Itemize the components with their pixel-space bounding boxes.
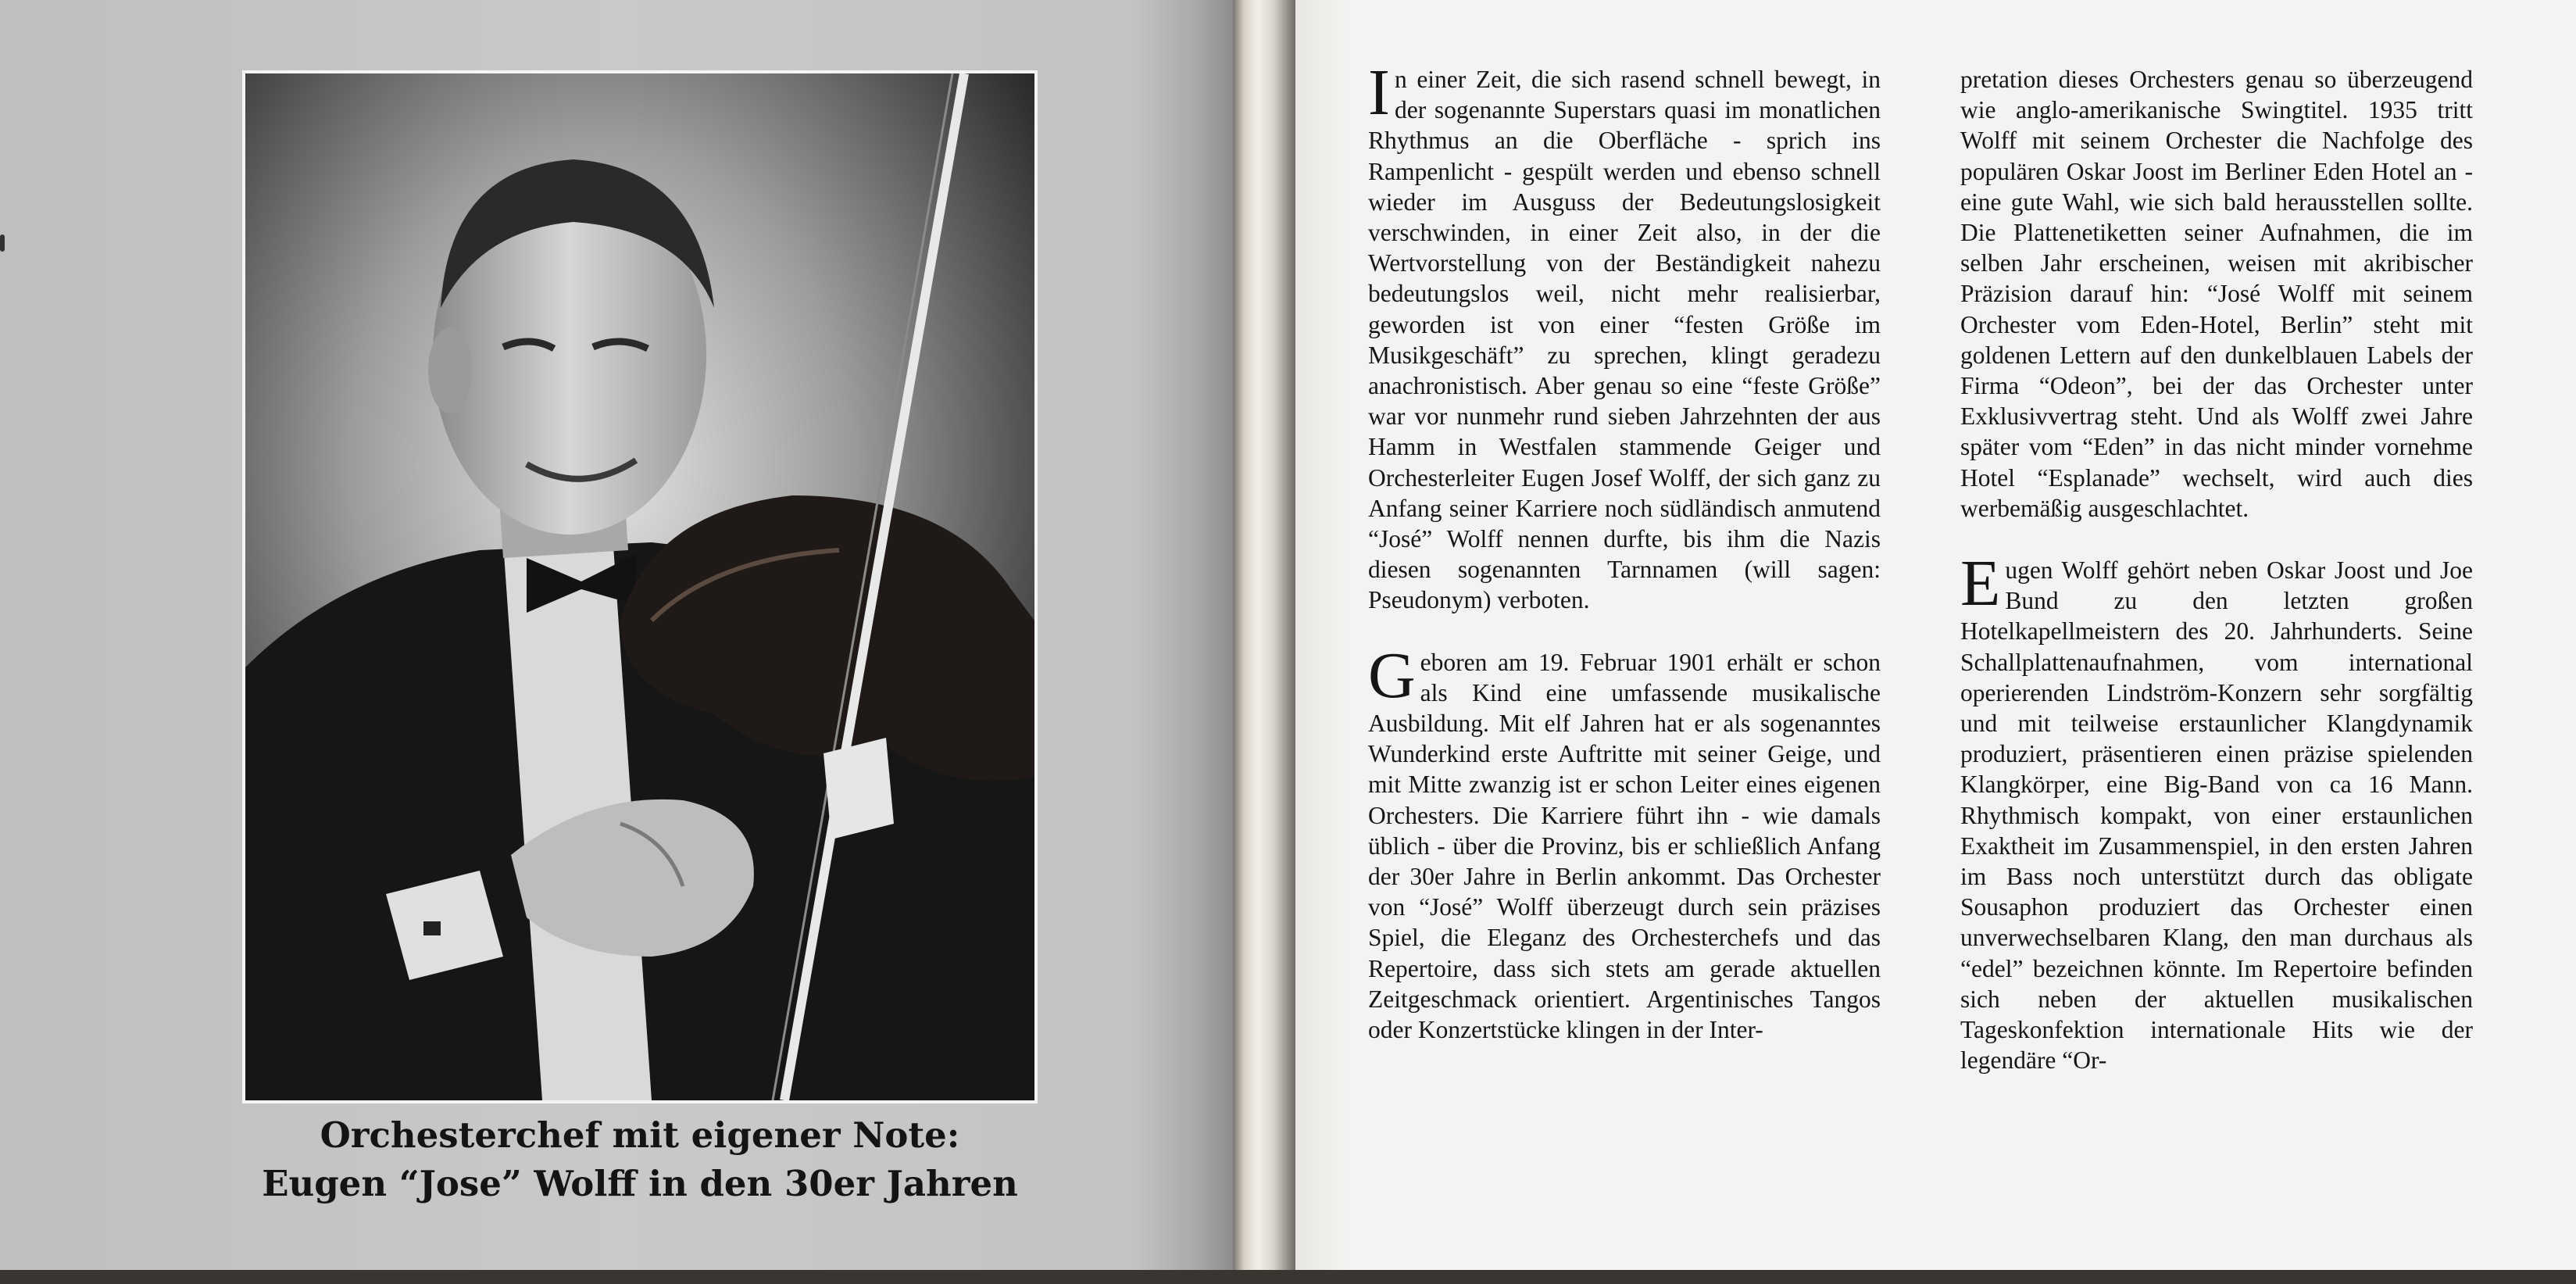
book-spine: [1233, 0, 1295, 1270]
drop-cap: I: [1368, 56, 1390, 129]
paragraph: [1960, 547, 2473, 1075]
caption-line-1: Orchesterchef mit eigener Note:: [320, 1114, 960, 1156]
paragraph-text: eboren am 19. Februar 1901 erhält er schon als Kind eine umfassende musikalische Ausbildung. Mit elf Jahren hat er als sogenanntes Wunderkind erste Auftritte mit seiner Geige, und mit Mitte zwanzig ist er schon Leiter eines eigenen Orchesters. Die Karriere führt ihn - wie damals üblich - über die Provinz, bis er schließlich Anfang der 30er Jahre in Berlin ankommt. Das Orchester von “José” Wolff überzeugt durch sein präzises Spiel, die Eleganz des Orchesterchefs und das Repertoire, dass sich stets am gerade aktuellen Zeitgeschmack orientiert. Argentinisches Tangos oder Konzertstücke klingen in der Inter-: [1368, 648, 1881, 1044]
text-column-1: [1368, 56, 1881, 1045]
portrait-illustration: [245, 73, 1034, 1100]
text-column-2: [1960, 64, 2473, 1076]
page-edge-mark: [0, 234, 5, 252]
paragraph-text: pretation dieses Orchesters genau so überzeugend wie anglo-amerikanische Swingtitel. 1935 tritt Wolff mit seinem Orchester die Nachfolge des populären Oskar Joost im Berliner Eden Hotel an - eine gute Wahl, wie sich bald herausstellen sollte. Die Plattenetiketten seiner Aufnahmen, die im selben Jahr erscheinen, weisen mit akribischer Präzision darauf hin: “José Wolff mit seinem Orchester vom Eden-Hotel, Berlin” steht mit goldenen Lettern auf den dunkelblauen Labels der Firma “Odeon”, bei der das Orchester unter Exklusivvertrag steht. Und als Wolff zwei Jahre später vom “Eden” in das nicht minder vornehme Hotel “Esplanade” wechselt, wird auch dies werbemäßig ausgeschlachtet.: [1960, 66, 2473, 522]
paragraph-text: ugen Wolff gehört neben Oskar Joost und Joe Bund zu den letzten großen Hotelkapellmeistern des 20. Jahrhunderts. Seine Schallplattenaufnahmen, vom international operierenden Lindström-Konzern sehr sorgfältig und mit teilweise erstaunlicher Klangdynamik produziert, präsentieren einen präzise spielenden Klangkörper, eine Big-Band von ca 16 Mann. Rhythmisch kompakt, von einer erstaunlichen Exaktheit im Zusammenspiel, in den ersten Jahren im Bass noch unterstützt durch das obligate Sousaphon produziert das Orchester einen unverwechselbaren Klang, den man durchaus als “edel” bezeichnen könnte. Im Repertoire befinden sich neben der aktuellen musikalischen Tageskonfektion internationale Hits wie der legendäre “Or-: [1960, 556, 2473, 1075]
paragraph: [1368, 638, 1881, 1046]
photo-caption: [164, 1111, 1116, 1208]
bottom-edge: [0, 1270, 2576, 1284]
violinist-portrait-photo: [242, 70, 1038, 1103]
caption-line-2: Eugen “Jose” Wolff in den 30er Jahren: [262, 1163, 1018, 1204]
paragraph-text: n einer Zeit, die sich rasend schnell bewegt, in der sogenannte Superstars quasi im monatlichen Rhythmus an die Oberfläche - sprich ins Rampenlicht - gespült werden und ebenso schnell wieder im Ausguss der Bedeutungslosigkeit verschwinden, in einer Zeit also, in der die Wertvorstellung von der Beständigkeit nahezu bedeutungslos weil, nicht mehr realisierbar, geworden ist von einer “festen Größe im Musikgeschäft” zu sprechen, klingt geradezu anachronistisch. Aber genau so eine “feste Größe” war vor nunmehr rund sieben Jahrzehnten der aus Hamm in Westfalen stammende Geiger und Orchesterleiter Eugen Josef Wolff, der sich ganz zu Anfang seiner Karriere noch südländisch anmutend “José” Wolff nennen durfte, bis ihm die Nazis diesen sogenannten Tarnnamen (will sagen: Pseudonym) verboten.: [1368, 66, 1881, 614]
drop-cap: G: [1368, 638, 1416, 712]
paragraph: [1960, 64, 2473, 524]
drop-cap: E: [1960, 547, 2001, 621]
paragraph: [1368, 56, 1881, 616]
